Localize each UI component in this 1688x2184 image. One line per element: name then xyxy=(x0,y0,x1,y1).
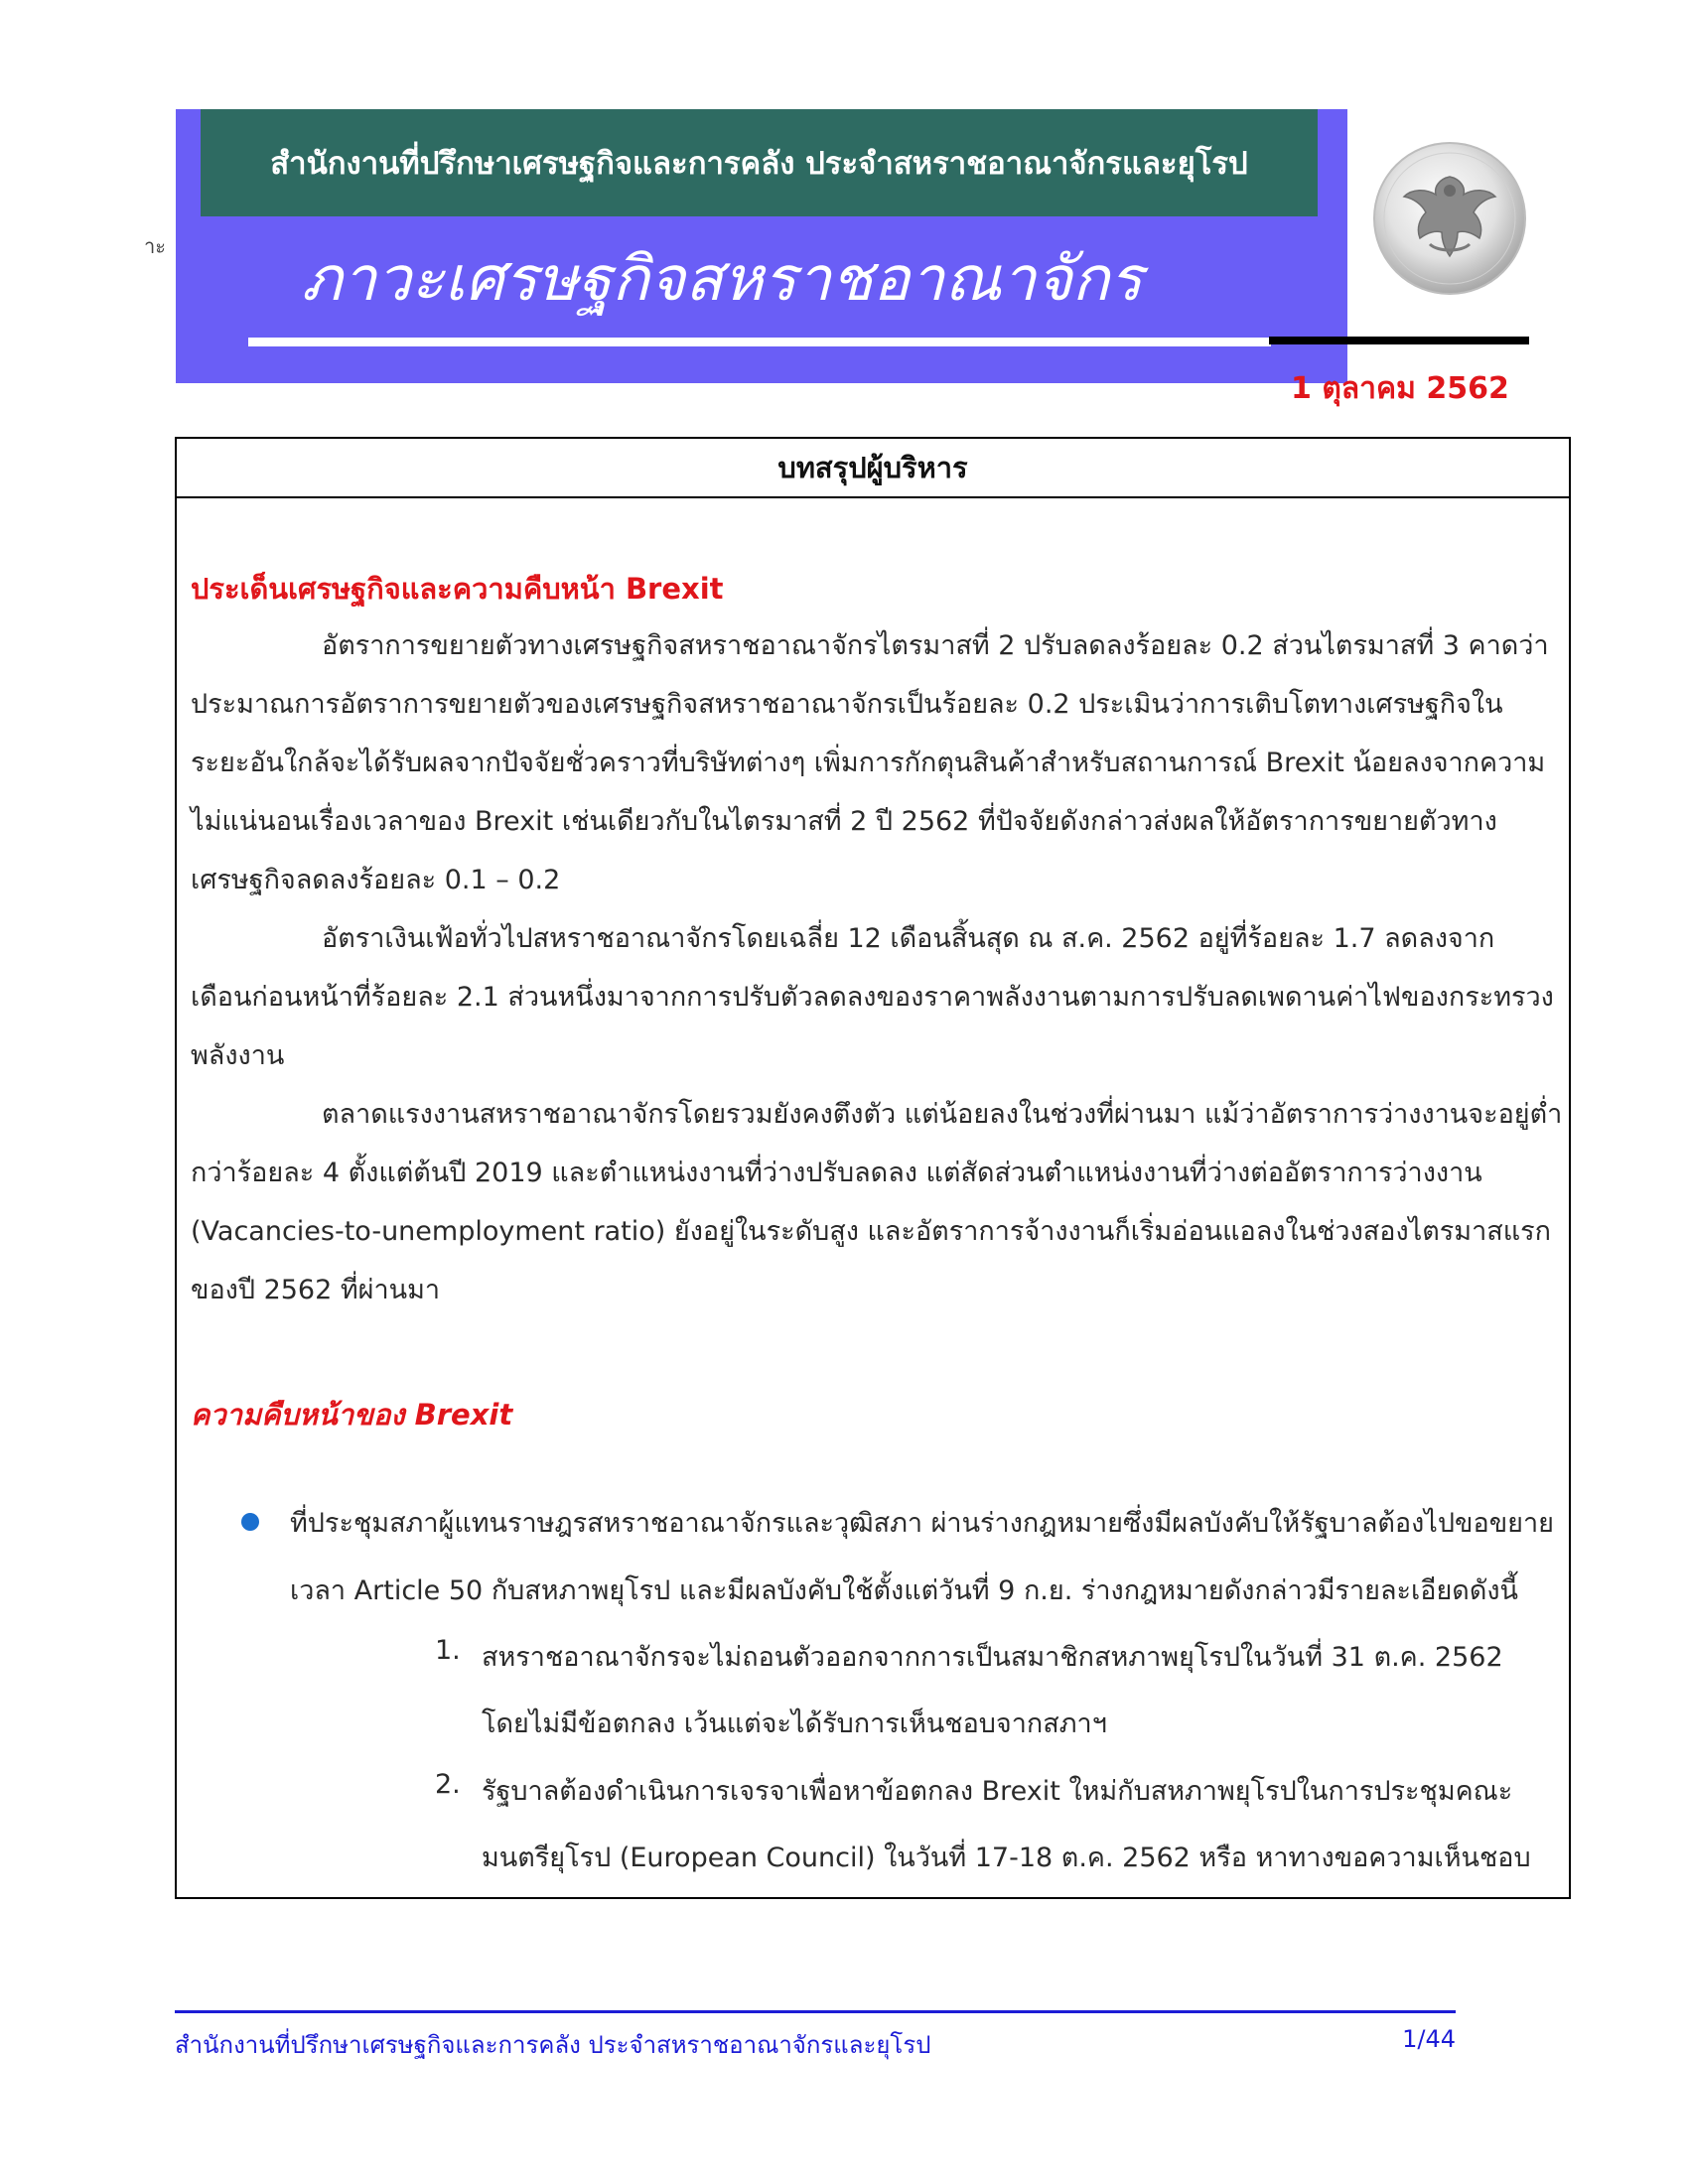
report-title: ภาวะเศรษฐกิจสหราชอาณาจักร xyxy=(301,242,1143,315)
paragraph-line: ประมาณการอัตราการขยายตัวของเศรษฐกิจสหราชอาณาจักรเป็นร้อยละ 0.2 ประเมินว่าการเติบโตทางเศรษฐกิจใน xyxy=(191,689,1503,720)
footer-office-name: สำนักงานที่ปรึกษาเศรษฐกิจและการคลัง ประจำสหราชอาณาจักรและยุโรป xyxy=(175,2031,931,2059)
list-item-line: โดยไม่มีข้อตกลง เว้นแต่จะได้รับการเห็นชอบจากสภาฯ xyxy=(482,1708,1107,1739)
paragraph-line: ระยะอันใกล้จะได้รับผลจากปัจจัยชั่วคราวที่บริษัทต่างๆ เพิ่มการกักตุนสินค้าสำหรับสถานการณ์ Brexit น้อยลงจากความ xyxy=(191,748,1546,778)
executive-summary-heading: บทสรุปผู้บริหาร xyxy=(177,439,1569,498)
page-number: 1/44 xyxy=(1402,2025,1456,2053)
list-number: 2. xyxy=(435,1769,461,1800)
header-banner xyxy=(176,109,1347,383)
banner-underline xyxy=(248,338,1271,346)
paragraph-line: เศรษฐกิจลดลงร้อยละ 0.1 – 0.2 xyxy=(191,865,561,895)
garuda-emblem-icon xyxy=(1370,139,1529,298)
office-name: สำนักงานที่ปรึกษาเศรษฐกิจและการคลัง ประจำสหราชอาณาจักรและยุโรป xyxy=(270,146,1248,182)
list-item-line: มนตรียุโรป (European Council) ในวันที่ 17-18 ต.ค. 2562 หรือ หาทางขอความเห็นชอบ xyxy=(482,1843,1531,1873)
bullet-line: ที่ประชุมสภาผู้แทนราษฎรสหราชอาณาจักรและวุฒิสภา ผ่านร่างกฎหมายซึ่งมีผลบังคับให้รัฐบาลต้องไปขอขยาย xyxy=(290,1508,1554,1539)
section-brexit-progress-title: ความคืบหน้าของ Brexit xyxy=(191,1398,513,1432)
list-item-line: สหราชอาณาจักรจะไม่ถอนตัวออกจากการเป็นสมาชิกสหภาพยุโรปในวันที่ 31 ต.ค. 2562 xyxy=(482,1642,1503,1673)
paragraph-line: (Vacancies-to-unemployment ratio) ยังอยู่ในระดับสูง และอัตราการจ้างงานก็เริ่มอ่อนแอลงในช่วงสองไตรมาสแรก xyxy=(191,1216,1551,1247)
list-item-line: รัฐบาลต้องดำเนินการเจรจาเพื่อหาข้อตกลง Brexit ใหม่กับสหภาพยุโรปในการประชุมคณะ xyxy=(482,1776,1513,1807)
side-mark: าะ xyxy=(144,234,166,258)
paragraph-line: ของปี 2562 ที่ผ่านมา xyxy=(191,1275,441,1305)
footer-rule xyxy=(175,2010,1456,2013)
executive-summary-box xyxy=(175,437,1571,1899)
paragraph-line: อัตราเงินเฟ้อทั่วไปสหราชอาณาจักรโดยเฉลี่ย 12 เดือนสิ้นสุด ณ ส.ค. 2562 อยู่ที่ร้อยละ 1.7 ลดลงจาก xyxy=(322,923,1495,954)
paragraph-line: ไม่แน่นอนเรื่องเวลาของ Brexit เช่นเดียวกับในไตรมาสที่ 2 ปี 2562 ที่ปัจจัยดังกล่าวส่งผลให้อัตราการขยายตัวทาง xyxy=(191,806,1497,837)
paragraph-line: ตลาดแรงงานสหราชอาณาจักรโดยรวมยังคงตึงตัว แต่น้อยลงในช่วงที่ผ่านมา แม้ว่าอัตราการว่างงานจะอยู่ต่ำ xyxy=(322,1099,1563,1130)
header-divider xyxy=(1269,337,1529,344)
paragraph-line: เดือนก่อนหน้าที่ร้อยละ 2.1 ส่วนหนึ่งมาจากการปรับตัวลดลงของราคาพลังงานตามการปรับลดเพดานค่าไฟของกระทรวง xyxy=(191,982,1554,1013)
paragraph-line: พลังงาน xyxy=(191,1040,285,1071)
bullet-line: เวลา Article 50 กับสหภาพยุโรป และมีผลบังคับใช้ตั้งแต่วันที่ 9 ก.ย. ร่างกฎหมายดังกล่าวมีรายละเอียดดังนี้ xyxy=(290,1575,1518,1606)
bullet-dot-icon xyxy=(241,1513,259,1531)
report-date: 1 ตุลาคม 2562 xyxy=(1291,371,1509,406)
office-name-bar xyxy=(201,109,1318,216)
list-number: 1. xyxy=(435,1635,461,1666)
section-economy-brexit-title: ประเด็นเศรษฐกิจและความคืบหน้า Brexit xyxy=(191,572,724,606)
paragraph-line: กว่าร้อยละ 4 ตั้งแต่ต้นปี 2019 และตำแหน่งงานที่ว่างปรับลดลง แต่สัดส่วนตำแหน่งงานที่ว่างต่ออัตราการว่างงาน xyxy=(191,1158,1482,1188)
paragraph-line: อัตราการขยายตัวทางเศรษฐกิจสหราชอาณาจักรไตรมาสที่ 2 ปรับลดลงร้อยละ 0.2 ส่วนไตรมาสที่ 3 คาดว่า xyxy=(322,630,1549,661)
